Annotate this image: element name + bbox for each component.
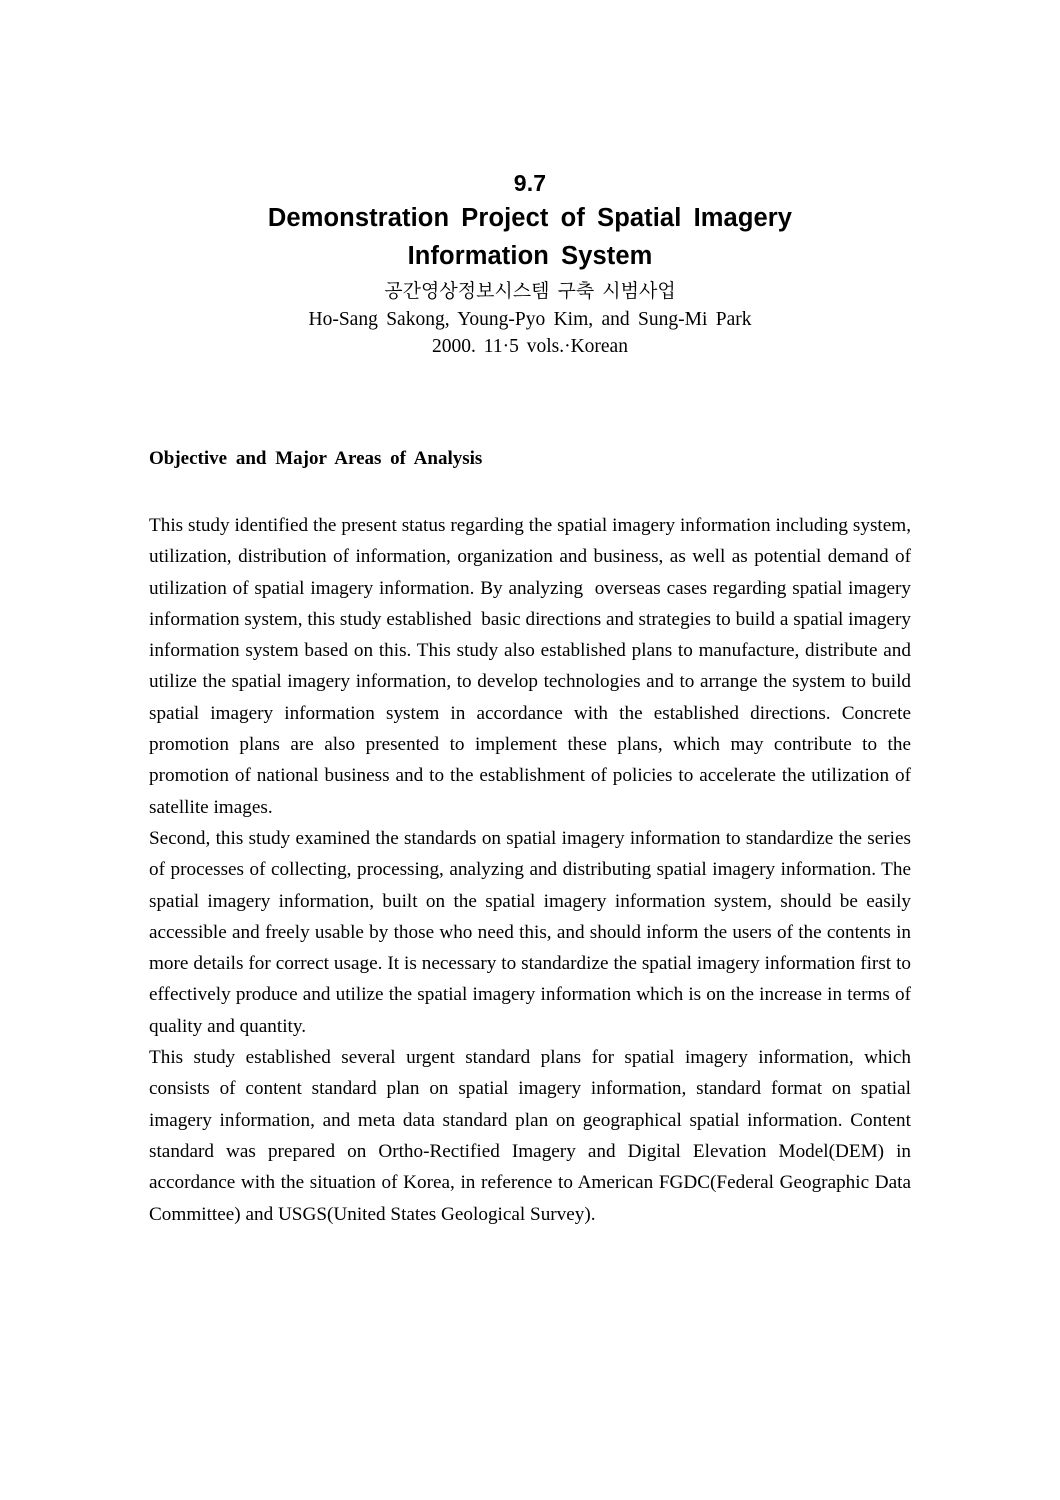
publication-info: 2000. 11·5 vols.·Korean: [432, 336, 628, 357]
title-block: [149, 0, 911, 360]
section-heading: Objective and Major Areas of Analysis: [149, 448, 483, 469]
paragraph: This study established several urgent standard plans for spatial imagery information, which consists of content standard plan on spatial imagery information, standard format on spatial imagery information, and meta data standard plan on geographical spatial information. Content standard was prepared on Ortho-Rectified Imagery and Digital Elevation Model(DEM) in accordance with the situation of Korea, in reference to American FGDC(Federal Geographic Data Committee) and USGS(United States Geological Survey).: [149, 1047, 916, 1225]
korean-subtitle: 공간영상정보시스템 구축 시범사업: [384, 280, 676, 302]
page-title-line-1: Demonstration Project of Spatial Imagery: [267, 204, 793, 232]
author-list: Ho-Sang Sakong, Young-Pyo Kim, and Sung-Mi Park: [308, 309, 752, 330]
paragraph: This study identified the present status regarding the spatial imagery information including system, utilization, distribution of information, organization and business, as well as potential demand of utilization of spatial imagery information. By analyzing overseas cases regarding spatial imagery information system, this study established basic directions and strategies to build a spatial imagery information system based on this. This study also established plans to manufacture, distribute and utilize the spatial imagery information, to develop technologies and to arrange the system to build spatial imagery information system in accordance with the established directions. Concrete promotion plans are also presented to implement these plans, which may contribute to the promotion of national business and to the establishment of policies to accelerate the utilization of satellite images.: [149, 515, 916, 818]
page-title-line-2: Information System: [407, 242, 653, 270]
page-content-column: [149, 0, 916, 1230]
body-text: [149, 472, 916, 1230]
paragraph: Second, this study examined the standards on spatial imagery information to standardize the series of processes of collecting, processing, analyzing and distributing spatial imagery information. The spatial imagery information, built on the spatial imagery information system, should be easily accessible and freely usable by those who need this, and should inform the users of the contents in more details for correct usage. It is necessary to standardize the spatial imagery information first to effectively produce and utilize the spatial imagery information which is on the increase in terms of quality and quantity.: [149, 827, 916, 1037]
section-number: 9.7: [513, 170, 547, 196]
